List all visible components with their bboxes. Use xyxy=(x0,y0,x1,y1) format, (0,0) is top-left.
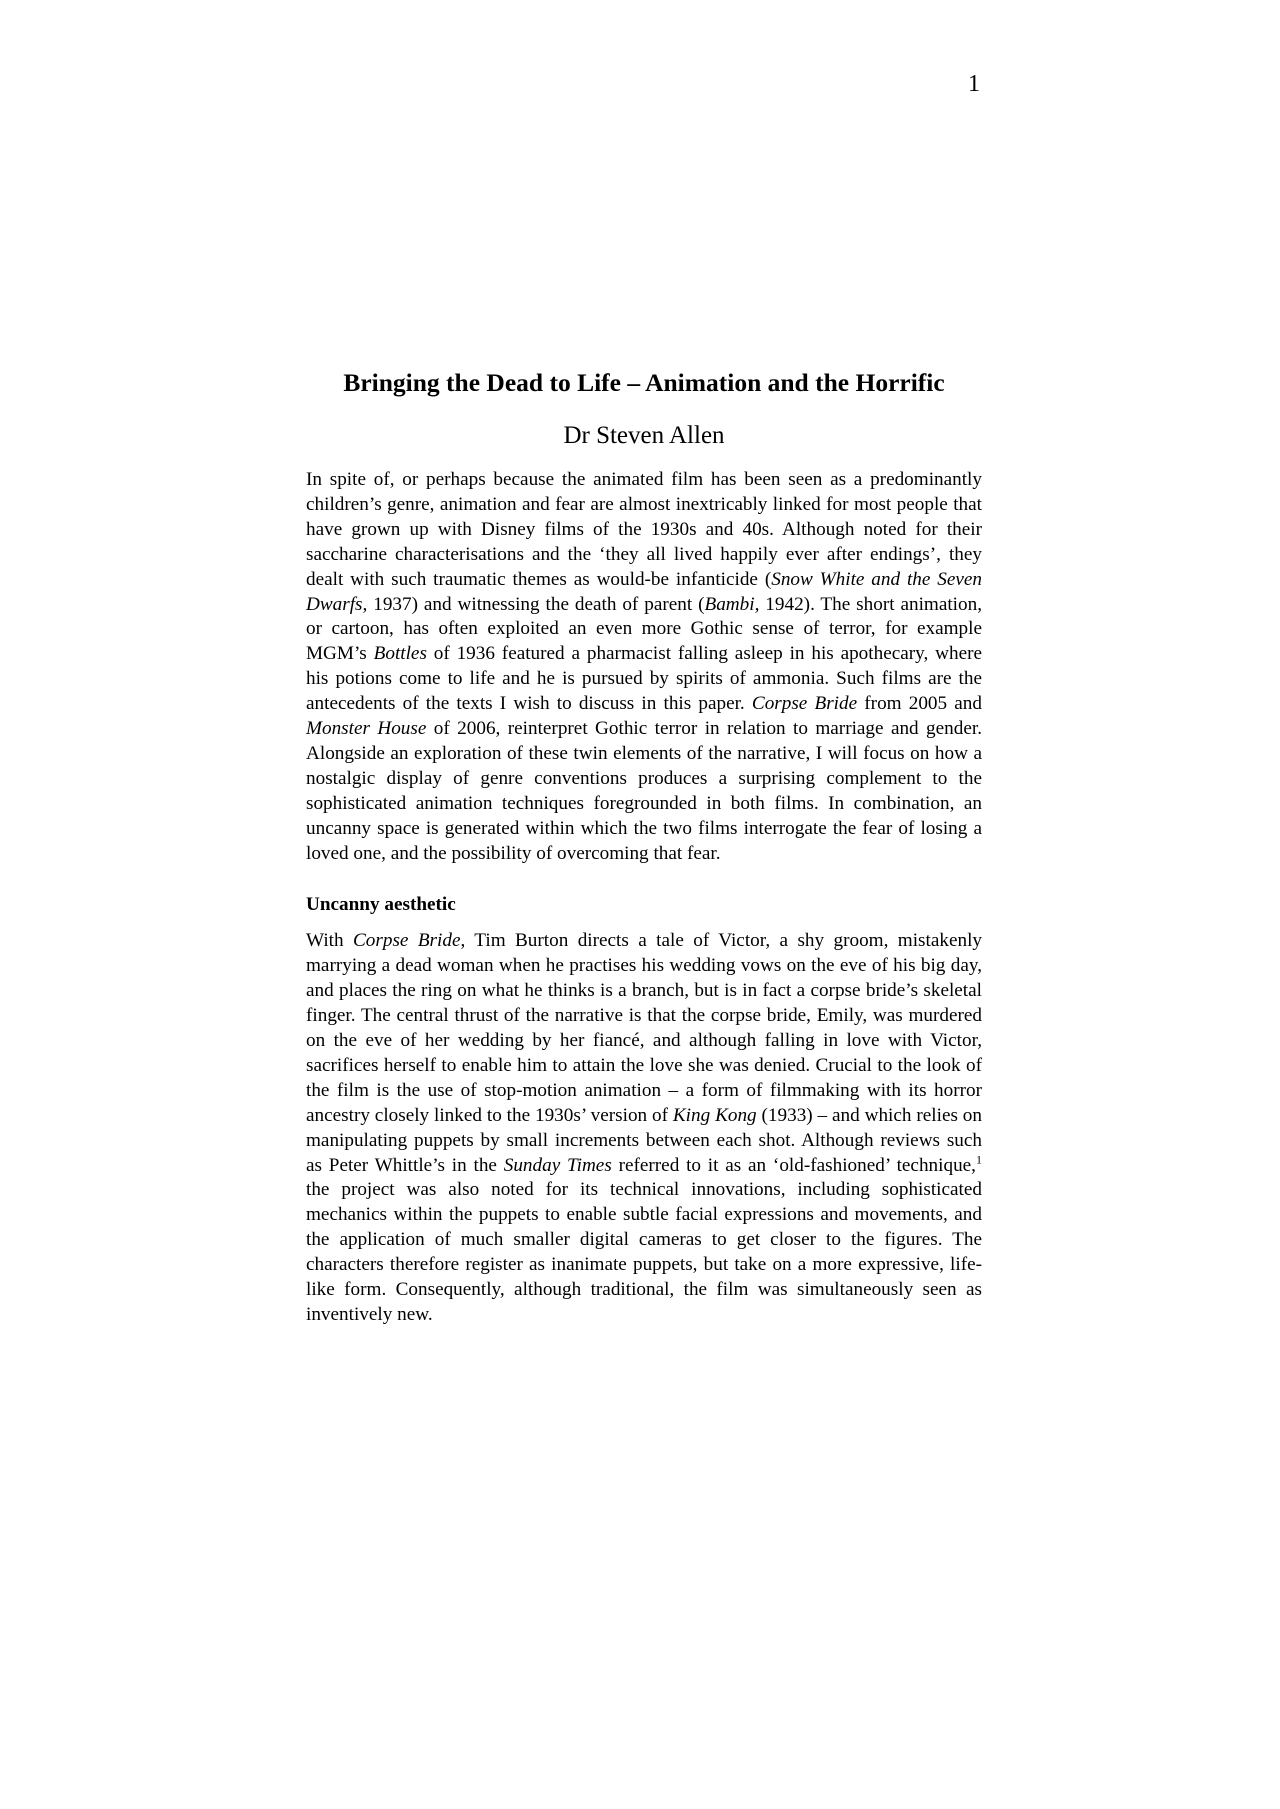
film-title: Corpse Bride xyxy=(751,693,858,715)
page-content xyxy=(306,362,982,1328)
text-run: 1942). The short animation, or cartoon, has often exploited an even more Gothic sense of terror, for example MGM’s xyxy=(306,593,982,665)
text-run: the project was also noted for its technical innovations, including sophisticated mechanics within the puppets to enable subtle facial expressions and movements, and the application of much smaller digital cameras to get closer to the figures. The characters therefore register as inanimate puppets, but take on a more expressive, life-like form. Consequently, although traditional, the film was simultaneously seen as inventively new. xyxy=(306,1179,982,1325)
text-run: of 2006, reinterpret Gothic terror in relation to marriage and gender. Alongside an exploration of these twin elements of the narrative, I will focus on how a nostalgic display of genre conventions produces a surprising complement to the sophisticated animation techniques foregrounded in both films. In combination, an uncanny space is generated within which the two films interrogate the fear of losing a loved one, and the possibility of overcoming that fear. xyxy=(306,718,982,864)
intro-paragraph xyxy=(306,468,982,867)
footnote-marker[interactable]: 1 xyxy=(975,1152,982,1167)
author-name: Dr Steven Allen xyxy=(563,422,725,449)
text-run: In spite of, or perhaps because the animated film has been seen as a predominantly children’s genre, animation and fear are almost inextricably linked for most people that have grown up with Disney films of the 1930s and 40s. Although noted for their saccharine characterisations and the ‘they all lived happily ever after endings’, they dealt with such traumatic themes as would-be infanticide ( xyxy=(306,469,982,590)
text-run: 1937) and witnessing the death of parent ( xyxy=(367,593,705,615)
section-paragraph xyxy=(306,929,982,1328)
text-run: , Tim Burton directs a tale of Victor, a shy groom, mistakenly marrying a dead woman when he practises his wedding vows on the eve of his big day, and places the ring on what he thinks is a branch, but is in fact a corpse bride’s skeletal finger. The central thrust of the narrative is that the corpse bride, Emily, was murdered on the eve of her wedding by her fiancé, and although falling in love with Victor, sacrifices herself to enable him to attain the love she was denied. Crucial to the look of the film is the use of stop-motion animation – a form of filmmaking with its horror ancestry closely linked to the 1930s’ version of xyxy=(306,930,982,1126)
film-title: King Kong xyxy=(672,1104,757,1126)
text-run: of 1936 featured a pharmacist falling asleep in his apothecary, where his potions come to life and he is pursued by spirits of ammonia. Such films are the antecedents of the texts I wish to discuss in this paper. xyxy=(306,643,983,715)
film-title: Bambi, xyxy=(704,593,760,615)
paper-title: Bringing the Dead to Life – Animation and the Horrific xyxy=(343,368,945,397)
text-run: referred to it as an ‘old-fashioned’ technique, xyxy=(611,1154,976,1176)
page-number: 1 xyxy=(968,71,980,97)
text-run: With xyxy=(306,930,353,952)
section-heading: Uncanny aesthetic xyxy=(306,893,456,915)
text-run: (1933) – and which relies on manipulating puppets by small increments between each shot. Although reviews such as Peter Whittle’s in the xyxy=(306,1104,982,1176)
text-run: from 2005 and xyxy=(857,693,982,715)
film-title: Snow White and the Seven Dwarfs, xyxy=(306,568,982,615)
film-title: Monster House xyxy=(306,718,427,740)
film-title: Bottles xyxy=(373,643,427,665)
publication-title: Sunday Times xyxy=(503,1154,612,1176)
film-title: Corpse Bride xyxy=(353,930,461,952)
